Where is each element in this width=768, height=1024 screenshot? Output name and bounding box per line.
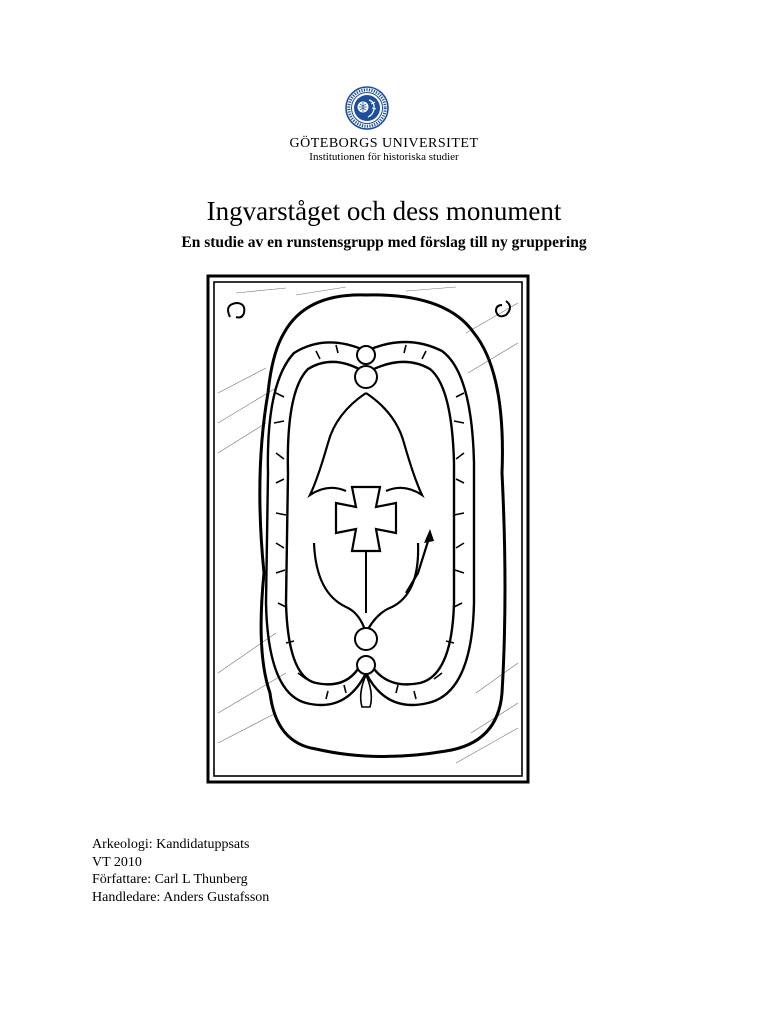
meta-supervisor: Handledare: Anders Gustafsson bbox=[92, 889, 270, 905]
document-title: Ingvarståget och dess monument bbox=[206, 196, 562, 226]
meta-author: Författare: Carl L Thunberg bbox=[92, 872, 248, 887]
institution-name: Institutionen för historiska studier bbox=[309, 151, 459, 163]
runestone-illustration bbox=[206, 273, 530, 785]
thesis-meta bbox=[92, 836, 269, 906]
meta-term: VT 2010 bbox=[92, 854, 142, 870]
university-seal-icon bbox=[345, 86, 389, 130]
university-name: GÖTEBORGS UNIVERSITET bbox=[289, 136, 479, 151]
document-subtitle: En studie av en runstensgrupp med förslag till ny gruppering bbox=[181, 234, 587, 251]
meta-course: Arkeologi: Kandidatuppsats bbox=[92, 837, 250, 852]
